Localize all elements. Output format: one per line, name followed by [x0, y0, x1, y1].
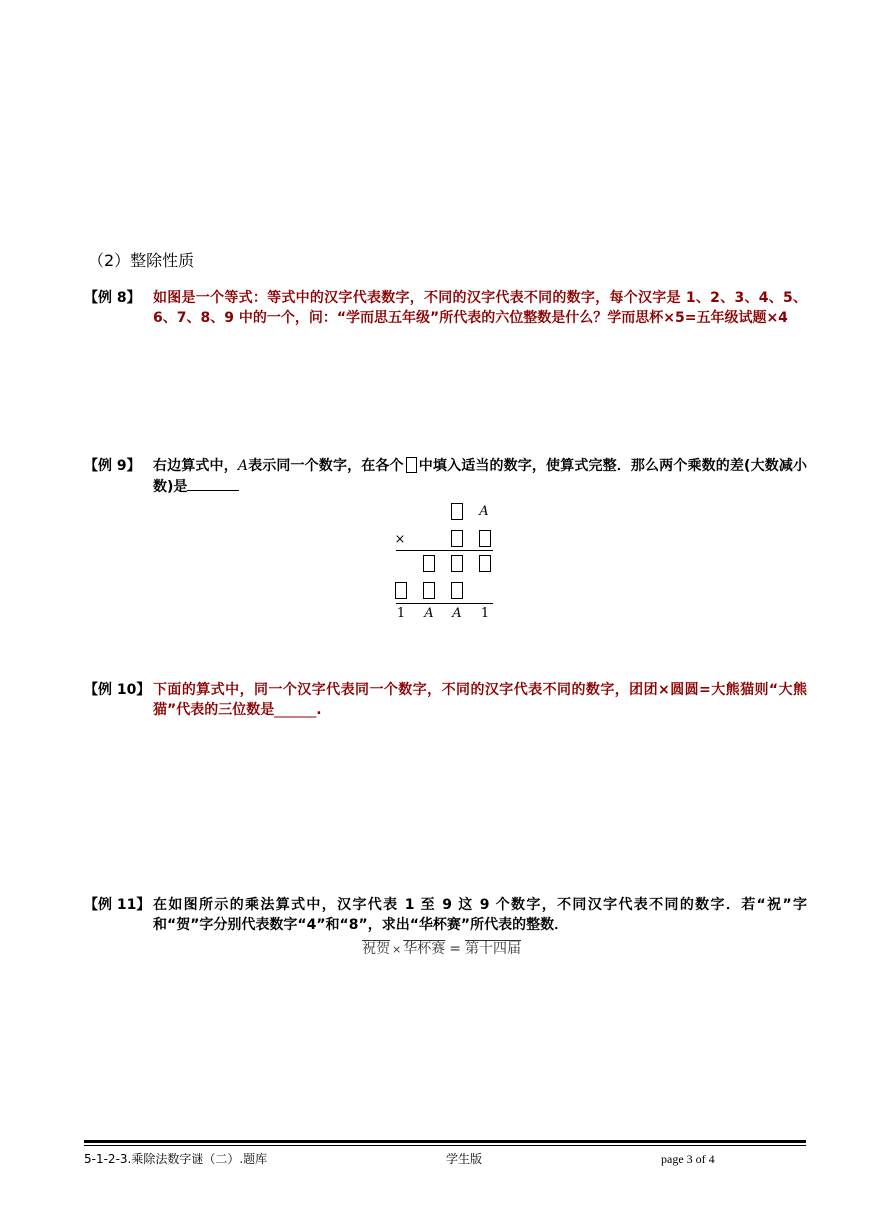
- digit-box: [395, 582, 407, 599]
- example-8-label: 【例 8】: [84, 290, 141, 306]
- times-sign: ×: [394, 532, 406, 547]
- footer-rule-thick: [84, 1140, 806, 1143]
- digit-box: [451, 582, 463, 599]
- formula-left: 祝贺: [362, 941, 390, 957]
- example-9-text: [153, 456, 807, 497]
- section-title: （2）整除性质: [88, 251, 195, 270]
- example-9-text-b: 表示同一个数字，在各个: [247, 458, 404, 474]
- formula-equals: =: [449, 941, 461, 957]
- formula-right: 第十四届: [464, 941, 521, 957]
- example-10-blank: ______: [274, 702, 317, 718]
- example-9-label: 【例 9】: [84, 458, 141, 474]
- example-10-body: 下面的算式中，同一个汉字代表同一个数字，不同的汉字代表不同的数字，团团×圆圆=大熊猫则“大熊猫”代表的三位数是: [153, 682, 807, 718]
- example-11-label: 【例 11】: [84, 897, 151, 913]
- result-digit: 1: [396, 606, 406, 621]
- result-digit: A: [452, 606, 462, 621]
- digit-box: [451, 555, 463, 572]
- example-11-text: 在如图所示的乘法算式中，汉字代表 1 至 9 这 9 个数字，不同汉字代表不同的数字．若“祝”字和“贺”字分别代表数字“4”和“8”，求出“华杯赛”所代表的整数．: [153, 897, 807, 933]
- formula: [362, 938, 521, 958]
- formula-middle: 华杯赛: [403, 941, 446, 957]
- digit-box: [423, 555, 435, 572]
- digit-box: [451, 530, 463, 547]
- example-8-text: 如图是一个等式：等式中的汉字代表数字，不同的汉字代表不同的数字，每个汉字是 1、2、3、4、5、6、7、8、9 中的一个，问：“学而思五年级”所代表的六位整数是什么？学而思杯×5=五年级试题×4: [153, 290, 807, 326]
- example-9-variable: A: [237, 458, 248, 474]
- result-digit: 1: [480, 606, 490, 621]
- formula-times: ×: [392, 943, 402, 956]
- example-9-text-c: 中填入适当的数字，使算式完整．那么两个乘数的差(大数减小数)是: [153, 458, 807, 495]
- rule-line: [396, 550, 493, 551]
- digit-box: [479, 530, 491, 547]
- digit-box: [451, 503, 463, 520]
- result-digit: A: [424, 606, 434, 621]
- footer-center: 学生版: [446, 1152, 483, 1166]
- footer-page-number: page 3 of 4: [661, 1152, 715, 1166]
- digit-box: [479, 555, 491, 572]
- answer-blank: [187, 476, 239, 491]
- footer-rule-thin: [84, 1145, 806, 1146]
- example-10-label: 【例 10】: [84, 682, 151, 698]
- example-9-text-a: 右边算式中，: [153, 458, 238, 474]
- empty-box-icon: [406, 457, 417, 473]
- example-10-text: [153, 680, 807, 720]
- footer-left: 5-1-2-3.乘除法数字谜（二）.题库: [84, 1152, 268, 1166]
- multiplication-figure: [388, 500, 498, 625]
- digit-letter: A: [479, 504, 489, 519]
- digit-box: [423, 582, 435, 599]
- rule-line: [396, 603, 493, 604]
- example-10-tail: .: [316, 702, 322, 718]
